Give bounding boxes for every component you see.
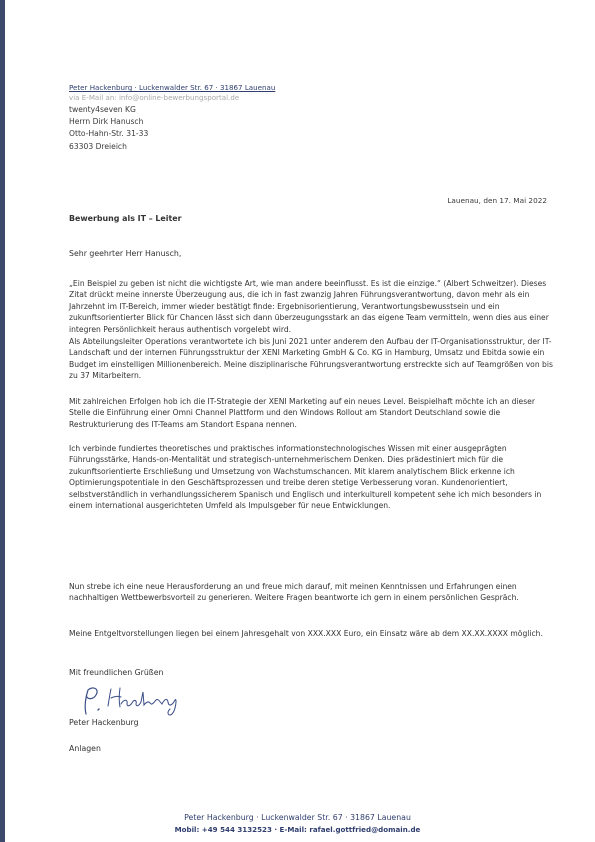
recipient-name: Herrn Dirk Hanusch — [69, 117, 144, 127]
body-paragraph-skills: Ich verbinde fundiertes theoretisches und praktisches informationstechnologisches Wissen mit einer ausgeprägten Führungsstärke, Hands-on-Mentalität und strategisch-unternehmerischem Denken. Dies prädestiniert mich für die zukunftsorientierte Erschließung und Umsetzung von Wachstumschancen. Mit klarem analytischem Blick erkenne ich Optimierungspotentiale in den Geschäftsprozessen und treibe deren stetige Verbesserung voran. Kundenorientiert, selbstverständlich in verhandlungssicherem Spanisch und Englisch und interkulturell kompetent sehe ich mich besonders in einem international ausgerichteten Umfeld als Impulsgeber für neue Entwicklungen. — [69, 444, 542, 511]
letter-date: Lauenau, den 17. Mai 2022 — [447, 196, 547, 205]
body-paragraph-salary: Meine Entgeltvorstellungen liegen bei einem Jahresgehalt von XXX.XXX Euro, ein Einsatz wäre ab dem XX.XX.XXXX möglich. — [69, 629, 543, 638]
recipient-street: Otto-Hahn-Str. 31-33 — [69, 129, 149, 139]
body-paragraph-quote: „Ein Beispiel zu geben ist nicht die wichtigste Art, wie man andere beeinflusst. Es ist die einzige.“ (Albert Schweitzer). Dieses Zitat drückt meine innerste Überzeugung aus, die ich in fast zwanzig Jahren Führungsverantwortung, davon mehr als ein Jahrzehnt im IT-Bereich, immer wieder bestätigt finde: Ergebnisorientierung, Verantwortungsbewusstsein und ein zukunftsorientierter Blick für Chancen lässt sich dann überzeugungsstark an das eigene Team vermitteln, wenn dies aus einer integren Persönlichkeit heraus authentisch vorgelebt wird. — [69, 279, 549, 334]
sender-return-address: Peter Hackenburg · Luckenwalder Str. 67 · 31867 Lauenau — [69, 83, 276, 92]
salutation: Sehr geehrter Herr Hanusch, — [69, 249, 182, 258]
page-footer — [0, 813, 595, 834]
body-paragraph-achievements: Mit zahlreichen Erfolgen hob ich die IT-Strategie der XENI Marketing auf ein neues Level. Beispielhaft möchte ich an dieser Stelle die Einführung einer Omni Channel Plattform und den Windows Rollout am Standort Deutschland sowie die Restrukturierung des IT-Teams am Standort Espana nennen. — [69, 397, 535, 429]
body-paragraph-motivation: Nun strebe ich eine neue Herausforderung an und freue mich darauf, mit meinen Kenntnissen und Erfahrungen einen nachhaltigen Wettbewerbsvorteil zu generieren. Weitere Fragen beantworte ich gern in einem persönlichen Gespräch. — [69, 582, 519, 603]
recipient-address — [69, 104, 148, 153]
footer-address: Peter Hackenburg · Luckenwalder Str. 67 · 31867 Lauenau — [184, 813, 411, 822]
handwritten-signature — [74, 680, 184, 720]
footer-contact: Mobil: +49 544 3132523 · E-Mail: rafael.gottfried@domain.de — [174, 825, 421, 834]
letter-subject: Bewerbung als IT – Leiter — [69, 214, 182, 223]
email-delivery-note: via E-Mail an: info@online-bewerbungsportal.de — [69, 93, 240, 102]
recipient-company: twenty4seven KG — [69, 105, 136, 114]
closing-phrase: Mit freundlichen Grüßen — [69, 668, 164, 677]
left-accent-bar — [0, 0, 5, 842]
attachments-label: Anlagen — [69, 744, 101, 753]
recipient-city: 63303 Dreieich — [69, 141, 127, 151]
signer-name: Peter Hackenburg — [69, 718, 139, 727]
body-paragraph-experience: Als Abteilungsleiter Operations verantwortete ich bis Juni 2021 unter anderem den Aufbau der IT-Organisationsstruktur, der IT-Landschaft und der internen Führungsstruktur der XENI Marketing GmbH & Co. KG in Hamburg, Umsatz und Ebitda sowie ein Budget im einstelligen Millionenbereich. Meine disziplinarische Führungsverantwortung erstreckte sich auf Teamgrößen von bis zu 37 Mitarbeitern. — [69, 337, 553, 381]
